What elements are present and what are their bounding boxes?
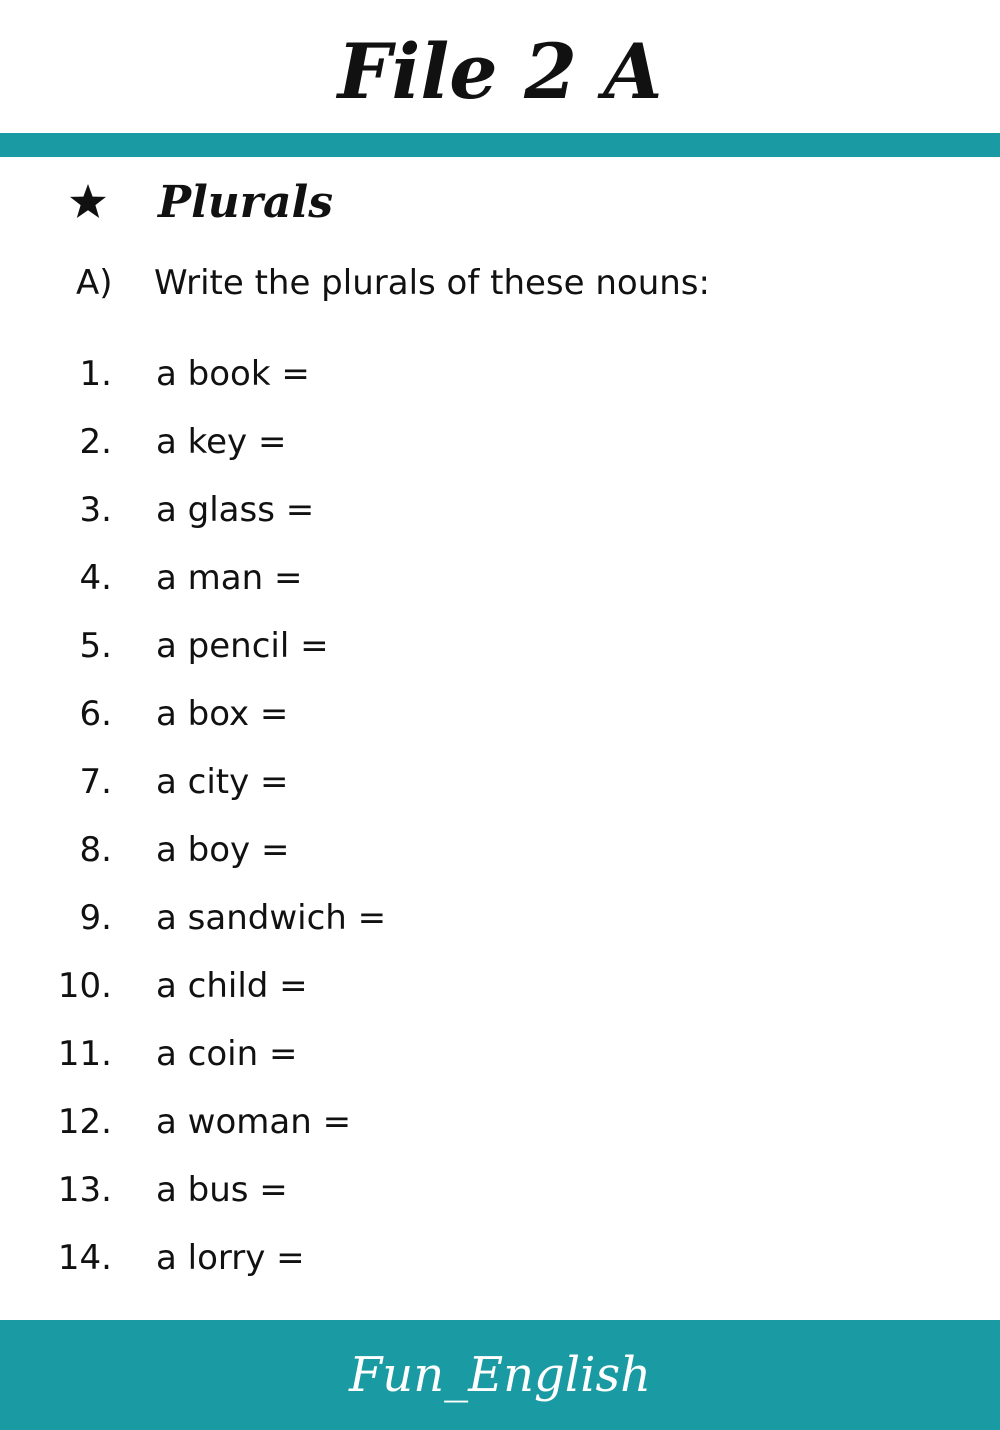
item-number: 11. (57, 1034, 112, 1074)
item-number: 6. (79, 694, 112, 734)
item-text: a man = (156, 558, 303, 598)
item-number: 14. (57, 1238, 112, 1278)
section-heading (68, 170, 333, 234)
item-text: a book = (156, 354, 310, 394)
list-item (0, 1088, 1000, 1156)
item-text: a boy = (156, 830, 290, 870)
item-number: 9. (79, 898, 112, 938)
item-text: a woman = (156, 1102, 352, 1142)
list-item (0, 340, 1000, 408)
section-title: Plurals (158, 176, 333, 228)
item-text: a pencil = (156, 626, 329, 666)
item-text: a key = (156, 422, 287, 462)
list-item (0, 952, 1000, 1020)
list-item (0, 1020, 1000, 1088)
item-text: a coin = (156, 1034, 298, 1074)
item-text: a glass = (156, 490, 315, 530)
item-number: 5. (79, 626, 112, 666)
exercise-letter: A) (76, 263, 113, 303)
item-text: a box = (156, 694, 289, 734)
item-text: a sandwich = (156, 898, 387, 938)
exercise-list (0, 340, 1000, 1292)
item-number: 13. (57, 1170, 112, 1210)
list-item (0, 612, 1000, 680)
list-item (0, 680, 1000, 748)
item-number: 12. (57, 1102, 112, 1142)
list-item (0, 408, 1000, 476)
top-divider (0, 133, 1000, 157)
list-item (0, 884, 1000, 952)
list-item (0, 476, 1000, 544)
star-icon (68, 182, 108, 222)
item-number: 10. (57, 966, 112, 1006)
item-number: 4. (79, 558, 112, 598)
list-item (0, 544, 1000, 612)
list-item (0, 1224, 1000, 1292)
footer-text: Fun_English (348, 1347, 652, 1403)
item-text: a city = (156, 762, 289, 802)
item-number: 7. (79, 762, 112, 802)
list-item (0, 748, 1000, 816)
footer-banner (0, 1320, 1000, 1430)
list-item (0, 816, 1000, 884)
item-number: 3. (79, 490, 112, 530)
item-text: a bus = (156, 1170, 288, 1210)
instruction-text: Write the plurals of these nouns: (154, 263, 710, 303)
item-text: a child = (156, 966, 308, 1006)
exercise-instruction (76, 255, 710, 311)
item-number: 8. (79, 830, 112, 870)
item-number: 2. (79, 422, 112, 462)
page-title: File 2 A (337, 27, 663, 116)
list-item (0, 1156, 1000, 1224)
item-text: a lorry = (156, 1238, 305, 1278)
item-number: 1. (79, 354, 112, 394)
